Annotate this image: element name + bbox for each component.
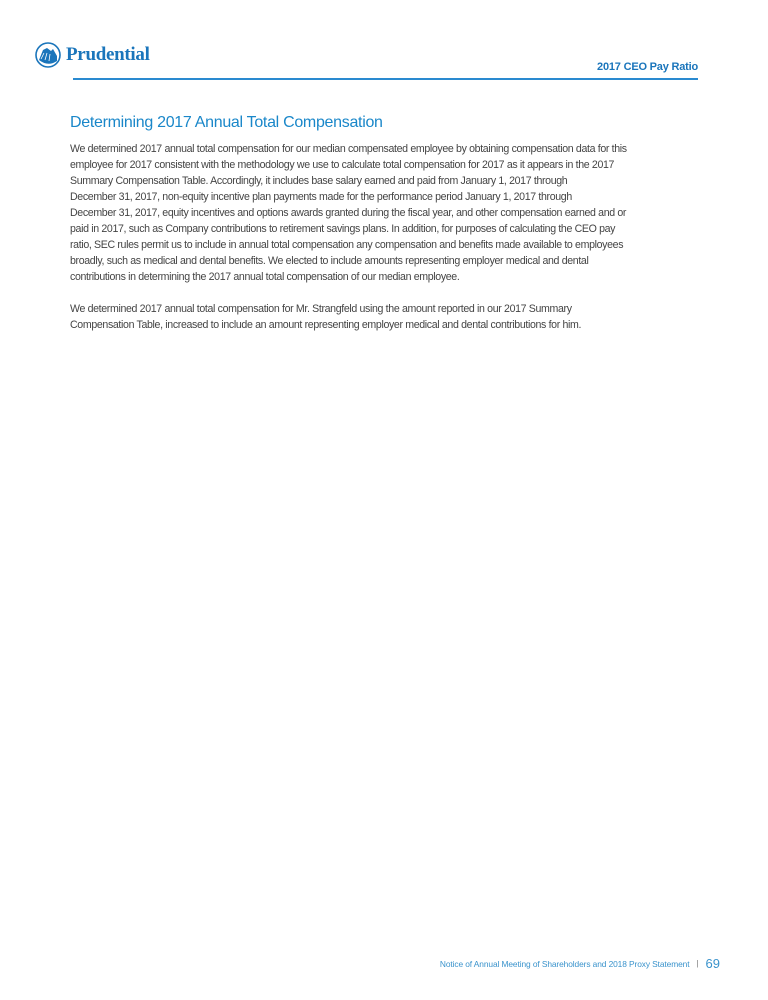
body-text [70,141,627,349]
text-line: Summary Compensation Table. Accordingly, it includes base salary earned and paid from January 1, 2017 through [70,175,568,187]
logo-text: Prudential [66,44,150,65]
page-number: 69 [705,956,720,971]
text-line: employee for 2017 consistent with the methodology we use to calculate total compensation for 2017 as it appears in the 2017 [70,159,615,171]
text-line: contributions in determining the 2017 annual total compensation of our median employee. [70,271,460,283]
rock-of-gibraltar-icon [35,42,61,68]
text-line: broadly, such as medical and dental benefits. We elected to include amounts representing employer medical and dental [70,255,589,267]
paragraph-ceo-compensation [70,301,627,333]
text-line: December 31, 2017, non-equity incentive plan payments made for the performance period January 1, 2017 through [70,191,572,203]
text-line: December 31, 2017, equity incentives and options awards granted during the fiscal year, and other compensation earned and or [70,207,627,219]
footer-document-title: Notice of Annual Meeting of Shareholders and 2018 Proxy Statement [439,958,690,969]
text-line: paid in 2017, such as Company contributions to retirement savings plans. In addition, for purposes of calculating the CEO pay [70,223,616,235]
text-line: We determined 2017 annual total compensation for Mr. Strangfeld using the amount reported in our 2017 Summary [70,303,572,315]
text-line: ratio, SEC rules permit us to include in annual total compensation any compensation and benefits made available to employees [70,239,624,251]
page-footer [440,956,720,971]
prudential-logo [35,42,150,68]
section-label: 2017 CEO Pay Ratio [597,61,698,73]
page-title: Determining 2017 Annual Total Compensation [70,114,383,131]
text-line: Compensation Table, increased to include an amount representing employer medical and dental contributions for him. [70,319,582,331]
footer-separator: | [696,959,699,968]
paragraph-median-employee [70,141,627,285]
text-line: We determined 2017 annual total compensation for our median compensated employee by obtaining compensation data for this [70,143,627,155]
header-divider [73,78,698,80]
